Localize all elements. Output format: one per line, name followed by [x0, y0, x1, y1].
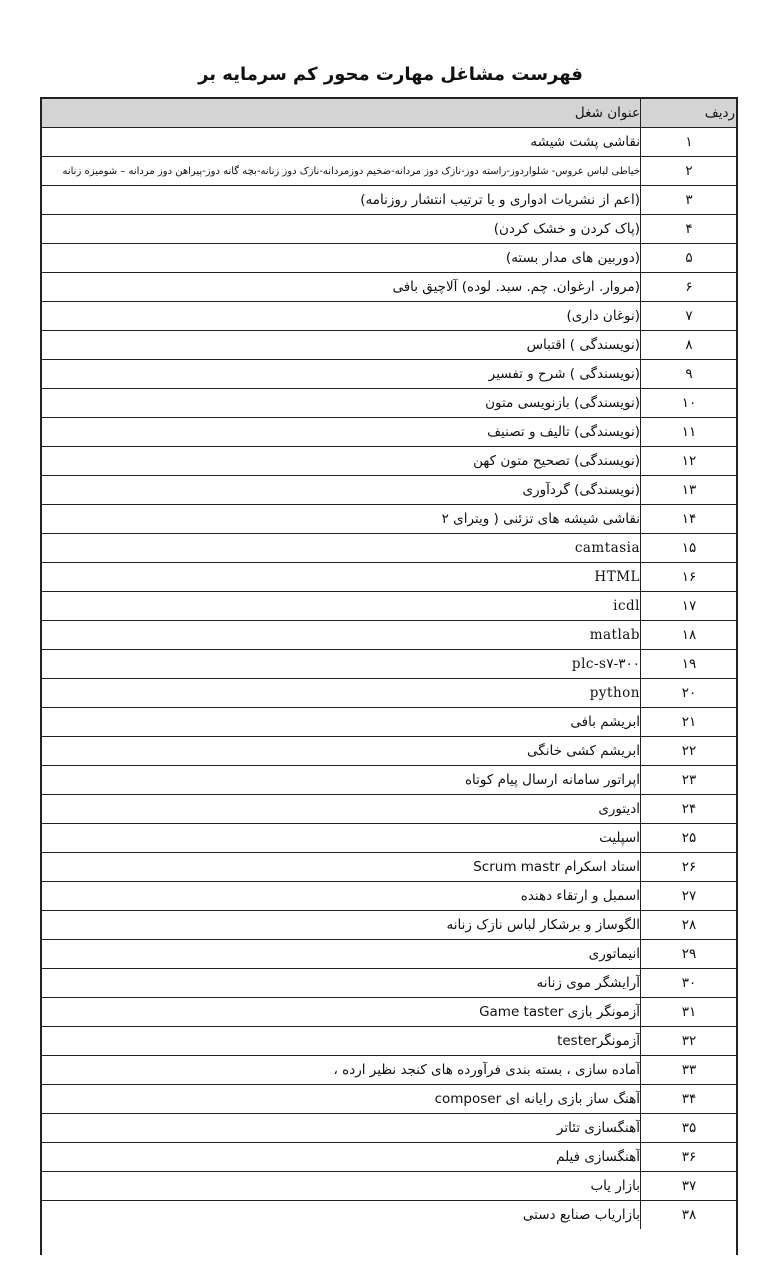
- table-row: [40, 273, 737, 302]
- table-row: [40, 592, 737, 621]
- job-title: (نویسندگی) تالیف و تصنیف: [40, 418, 641, 447]
- row-number: ۳۲: [641, 1027, 738, 1056]
- row-number: ۵: [641, 244, 738, 273]
- row-number: ۱۵: [641, 534, 738, 563]
- table-row: [40, 157, 737, 186]
- job-title: (نویسندگی) تصحیح متون کهن: [40, 447, 641, 476]
- job-title: icdl: [40, 592, 641, 621]
- table-row: [40, 911, 737, 940]
- row-number: ۶: [641, 273, 738, 302]
- job-title: اسپلیت: [40, 824, 641, 853]
- job-title: (نویسندگی) گردآوری: [40, 476, 641, 505]
- row-number: ۱۸: [641, 621, 738, 650]
- table-row: [40, 1172, 737, 1201]
- row-number: ۳۷: [641, 1172, 738, 1201]
- row-number: ۳۳: [641, 1056, 738, 1085]
- table-row: [40, 186, 737, 215]
- job-title: نقاشی شیشه های تزئنی ( ویترای ۲: [40, 505, 641, 534]
- row-number: ۹: [641, 360, 738, 389]
- job-title: ابریشم بافی: [40, 708, 641, 737]
- table-row: [40, 128, 737, 157]
- row-number: ۳۴: [641, 1085, 738, 1114]
- table-header-row: [40, 98, 737, 128]
- header-job-title: عنوان شغل: [40, 98, 641, 128]
- job-title: python: [40, 679, 641, 708]
- row-number: ۲۱: [641, 708, 738, 737]
- row-number: ۲۸: [641, 911, 738, 940]
- job-title: الگوساز و برشکار لباس نازک زنانه: [40, 911, 641, 940]
- row-number: ۲۳: [641, 766, 738, 795]
- row-number: ۳: [641, 186, 738, 215]
- row-number: ۱۰: [641, 389, 738, 418]
- row-number: ۳۵: [641, 1114, 738, 1143]
- job-title: (نویسندگی ) شرح و تفسیر: [40, 360, 641, 389]
- job-title: (نویسندگی) بازنویسی متون: [40, 389, 641, 418]
- page-title: فهرست مشاغل مهارت محور کم سرمایه بر: [198, 64, 583, 85]
- table-row: [40, 621, 737, 650]
- row-number: ۲۵: [641, 824, 738, 853]
- row-number: ۲۶: [641, 853, 738, 882]
- table-row: [40, 824, 737, 853]
- job-title: آهنگ ساز بازی رایانه ای composer: [40, 1085, 641, 1114]
- table-row: [40, 447, 737, 476]
- table-row: [40, 940, 737, 969]
- table-row: [40, 534, 737, 563]
- job-title: (نوغان داری): [40, 302, 641, 331]
- table-row: [40, 1085, 737, 1114]
- job-title: camtasia: [40, 534, 641, 563]
- job-title: ابریشم کشی خانگی: [40, 737, 641, 766]
- job-title: plc-s۷-۳۰۰: [40, 650, 641, 679]
- row-number: ۲۹: [641, 940, 738, 969]
- table-row: [40, 563, 737, 592]
- table-row: [40, 418, 737, 447]
- job-title: بازاریاب صنایع دستی: [522, 1207, 640, 1223]
- job-title: اسمبل و ارتقاء دهنده: [40, 882, 641, 911]
- table-row: [40, 1143, 737, 1172]
- table-row: [40, 331, 737, 360]
- row-number: ۲: [641, 157, 738, 186]
- table-row: [40, 650, 737, 679]
- row-number: ۱۷: [641, 592, 738, 621]
- table-row: [40, 766, 737, 795]
- table-row: [40, 853, 737, 882]
- job-title: matlab: [40, 621, 641, 650]
- jobs-table: [40, 97, 737, 1229]
- job-title: آرایشگر موی زنانه: [40, 969, 641, 998]
- table-row: [40, 505, 737, 534]
- job-title: آهنگسازی تئاتر: [40, 1114, 641, 1143]
- table-row: [40, 1114, 737, 1143]
- row-number: ۲۷: [641, 882, 738, 911]
- job-title: آماده سازی ، بسته بندی فرآورده های کنجد نظیر ارده ،: [40, 1056, 641, 1085]
- header-row-number: ردیف: [641, 98, 738, 128]
- row-number: ۱۳: [641, 476, 738, 505]
- table-row: [40, 737, 737, 766]
- table-row: [40, 476, 737, 505]
- row-number: ۱۹: [641, 650, 738, 679]
- job-title: بازار یاب: [40, 1172, 641, 1201]
- job-title: (پاک کردن و خشک کردن): [40, 215, 641, 244]
- table-row: [40, 998, 737, 1027]
- table-right-border: [736, 97, 738, 1255]
- row-number: ۳۰: [641, 969, 738, 998]
- table-row: [40, 708, 737, 737]
- table-row: [40, 389, 737, 418]
- table-row: [40, 302, 737, 331]
- table-left-border: [40, 97, 42, 1255]
- job-title: نقاشی پشت شیشه: [40, 128, 641, 157]
- row-number: ۳۸: [641, 1201, 738, 1230]
- row-number: ۴: [641, 215, 738, 244]
- job-title: (نویسندگی ) اقتباس: [40, 331, 641, 360]
- table-row: [40, 679, 737, 708]
- row-number: ۱۲: [641, 447, 738, 476]
- row-number: ۱۶: [641, 563, 738, 592]
- job-title: (مروار. ارغوان. چم. سبد. لوده) آلاچیق بافی: [40, 273, 641, 302]
- job-title: آزمونگر بازی Game taster: [40, 998, 641, 1027]
- row-number: ۳۱: [641, 998, 738, 1027]
- job-title: HTML: [40, 563, 641, 592]
- row-number: ۱: [641, 128, 738, 157]
- table-row: [40, 244, 737, 273]
- job-title: (اعم از نشریات ادواری و یا ترتیب انتشار روزنامه): [40, 186, 641, 215]
- job-title: آهنگسازی فیلم: [40, 1143, 641, 1172]
- row-number: ۲۰: [641, 679, 738, 708]
- table-row: [40, 360, 737, 389]
- row-number: ۷: [641, 302, 738, 331]
- row-number: ۱۱: [641, 418, 738, 447]
- job-title: ادیتوری: [40, 795, 641, 824]
- job-title: آزمونگرtester: [40, 1027, 641, 1056]
- table-row: [40, 1201, 737, 1230]
- row-number: ۲۴: [641, 795, 738, 824]
- job-title: (دوربین های مدار بسته): [40, 244, 641, 273]
- table-row: [40, 215, 737, 244]
- table-row: [40, 1056, 737, 1085]
- table-row: [40, 882, 737, 911]
- job-title: اپراتور سامانه ارسال پیام کوتاه: [40, 766, 641, 795]
- job-title: انیماتوری: [40, 940, 641, 969]
- job-title: خیاطی لباس عروس- شلواردوز-راسته دوز-نازک دوز مردانه-ضخیم دوزمردانه-نازک دوز زنانه-بچه گانه دوز-پیراهن دوز مردانه – شومیزه زنانه: [40, 157, 641, 186]
- job-title: استاد اسکرام Scrum mastr: [40, 853, 641, 882]
- row-number: ۱۴: [641, 505, 738, 534]
- row-number: ۸: [641, 331, 738, 360]
- table-row: [40, 1027, 737, 1056]
- row-number: ۲۲: [641, 737, 738, 766]
- row-number: ۳۶: [641, 1143, 738, 1172]
- table-row: [40, 795, 737, 824]
- table-row: [40, 969, 737, 998]
